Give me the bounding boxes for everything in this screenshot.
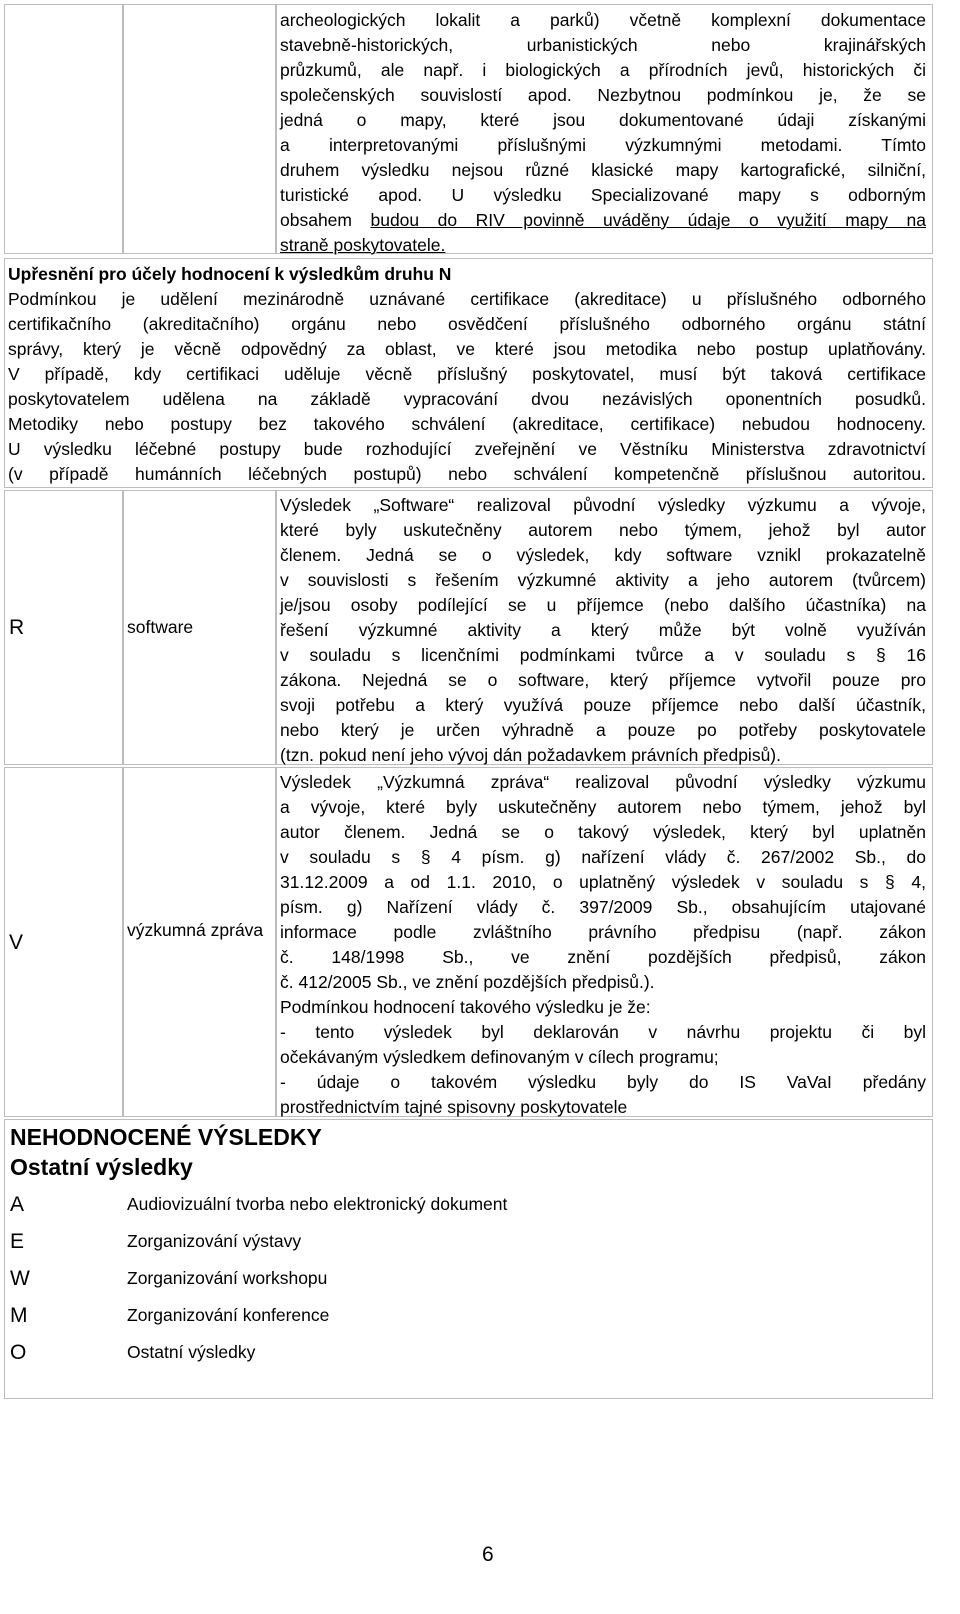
unrated-item-code: E — [10, 1230, 25, 1253]
unrated-cell — [4, 1119, 933, 1399]
unrated-heading: NEHODNOCENÉ VÝSLEDKY — [10, 1124, 322, 1150]
r-description-cell — [276, 490, 933, 765]
r-code: R — [9, 616, 25, 639]
top-description-cell — [276, 4, 933, 254]
r-line: řešení výzkumné aktivity a který může být volně využíván — [280, 620, 926, 640]
v-line: písm. g) Nařízení vlády č. 397/2009 Sb., obsahujícím utajované — [280, 897, 926, 917]
other-results-heading: Ostatní výsledky — [10, 1154, 193, 1180]
n-line: U výsledku léčebné postupy bude rozhodující zveřejnění ve Věstníku Ministerstva zdravotnictví — [8, 439, 926, 459]
r-line: členem. Jedná se o výsledek, kdy software vznikl prokazatelně — [280, 545, 926, 565]
v-line: a vývoje, které byly uskutečněny autorem nebo týmem, jehož byl — [280, 797, 926, 817]
v-line: č. 148/1998 Sb., ve znění pozdějších předpisů, zákon — [280, 947, 926, 967]
n-line: poskytovatelem udělena na základě vypracování dvou nezávislých oponentních posudků. — [8, 389, 926, 409]
r-line: Výsledek „Software“ realizoval původní výsledky výzkumu a vývoje, — [280, 495, 926, 515]
top-line: druhem výsledku nejsou různé klasické mapy kartografické, silniční, — [280, 160, 926, 180]
unrated-item-code: O — [10, 1341, 27, 1364]
v-line: - údaje o takovém výsledku byly do IS VaVaI předány — [280, 1072, 926, 1092]
unrated-item-label: Zorganizování výstavy — [127, 1231, 302, 1251]
unrated-item-label: Audiovizuální tvorba nebo elektronický dokument — [127, 1194, 508, 1214]
r-line: v souladu s licenčními podmínkami tvůrce a v souladu s § 16 — [280, 645, 926, 665]
page-number: 6 — [482, 1543, 494, 1566]
v-line: Podmínkou hodnocení takového výsledku je že: — [280, 997, 651, 1017]
v-line: očekávaným výsledkem definovaným v cílech programu; — [280, 1047, 719, 1067]
r-name-cell — [123, 490, 276, 765]
unrated-item-label: Zorganizování workshopu — [127, 1268, 328, 1288]
v-line: prostřednictvím tajné spisovny poskytovatele — [280, 1097, 628, 1117]
r-line: (tzn. pokud není jeho vývoj dán požadavkem právních předpisů). — [280, 745, 781, 765]
top-line-prefix: obsahem — [280, 210, 371, 230]
unrated-item-label: Zorganizování konference — [127, 1305, 330, 1325]
top-line-underlined: budou do RIV povinně uváděny údaje o využití mapy na — [370, 210, 926, 230]
top-line: jedná o mapy, které jsou dokumentované údaji získanými — [280, 110, 926, 130]
v-line: 31.12.2009 a od 1.1. 2010, o uplatněný výsledek v souladu s § 4, — [280, 872, 926, 892]
top-description-text — [280, 8, 926, 258]
v-code: V — [9, 931, 24, 954]
v-line: Výsledek „Výzkumná zpráva“ realizoval původní výsledky výzkumu — [280, 772, 926, 792]
v-line: autor členem. Jedná se o takový výsledek, který byl uplatněn — [280, 822, 926, 842]
v-line: - tento výsledek byl deklarován v návrhu projektu či byl — [280, 1022, 926, 1042]
r-description-text — [280, 493, 926, 768]
r-line: které byly uskutečněny autorem nebo týmem, jehož byl autor — [280, 520, 926, 540]
r-line: nebo který je určen výhradně a pouze po potřeby poskytovatele — [280, 720, 926, 740]
v-line: č. 412/2005 Sb., ve znění pozdějších předpisů.). — [280, 972, 655, 992]
r-line: svoji potřebu a který využívá pouze příjemce nebo další účastník, — [280, 695, 926, 715]
n-line: V případě, kdy certifikaci uděluje věcně příslušný poskytovatel, musí být taková certifikace — [8, 364, 926, 384]
n-line: (v případě humánních léčebných postupů) nebo schválení kompetenčně příslušnou autoritou. — [8, 464, 926, 484]
v-description-cell — [276, 767, 933, 1117]
top-line: průzkumů, ale např. i biologických a přírodních jevů, historických či — [280, 60, 926, 80]
n-section-cell — [4, 258, 933, 488]
top-line: společenských souvislostí apod. Nezbytnou podmínkou je, že se — [280, 85, 926, 105]
n-line: Metodiky nebo postupy bez takového schválení (akreditace, certifikace) nebudou hodnoceny. — [8, 414, 926, 434]
top-code-cell — [4, 4, 123, 254]
r-line: zákona. Nejedná se o software, který příjemce vytvořil pouze pro — [280, 670, 926, 690]
n-line: Podmínkou je udělení mezinárodně uznávané certifikace (akreditace) u příslušného odborného — [8, 289, 926, 309]
top-line: a interpretovanými příslušnými výzkumnými metodami. Tímto — [280, 135, 926, 155]
n-section-text — [8, 262, 926, 487]
n-line: správy, který je věcně odpovědný za oblast, ve které jsou metodika nebo postup uplatňovány. — [8, 339, 926, 359]
unrated-item-label: Ostatní výsledky — [127, 1342, 256, 1362]
top-line: turistické apod. U výsledku Specializované mapy s odborným — [280, 185, 926, 205]
v-description-text — [280, 770, 926, 1120]
top-name-cell — [123, 4, 276, 254]
v-name: výzkumná zpráva — [127, 920, 264, 940]
n-line: certifikačního (akreditačního) orgánu nebo osvědčení příslušného odborného orgánu státní — [8, 314, 926, 334]
r-line: v souvislosti s řešením výzkumné aktivity a jeho autorem (tvůrcem) — [280, 570, 926, 590]
v-name-cell — [123, 767, 276, 1117]
unrated-item-code: A — [10, 1193, 25, 1216]
v-code-cell — [4, 767, 123, 1117]
top-line: stavebně-historických, urbanistických nebo krajinářských — [280, 35, 926, 55]
top-line: archeologických lokalit a parků) včetně komplexní dokumentace — [280, 10, 926, 30]
top-line — [280, 208, 926, 233]
v-line: v souladu s § 4 písm. g) nařízení vlády č. 267/2002 Sb., do — [280, 847, 926, 867]
unrated-item-code: W — [10, 1267, 30, 1290]
r-name: software — [127, 617, 194, 637]
v-line: informace podle zvláštního právního předpisu (např. zákon — [280, 922, 926, 942]
r-code-cell — [4, 490, 123, 765]
n-section-title: Upřesnění pro účely hodnocení k výsledkům druhu N — [8, 264, 452, 284]
top-line: straně poskytovatele. — [280, 235, 446, 255]
r-line: je/jsou osoby podílející se u příjemce (nebo dalšího účastníka) na — [280, 595, 926, 615]
unrated-item-code: M — [10, 1304, 28, 1327]
